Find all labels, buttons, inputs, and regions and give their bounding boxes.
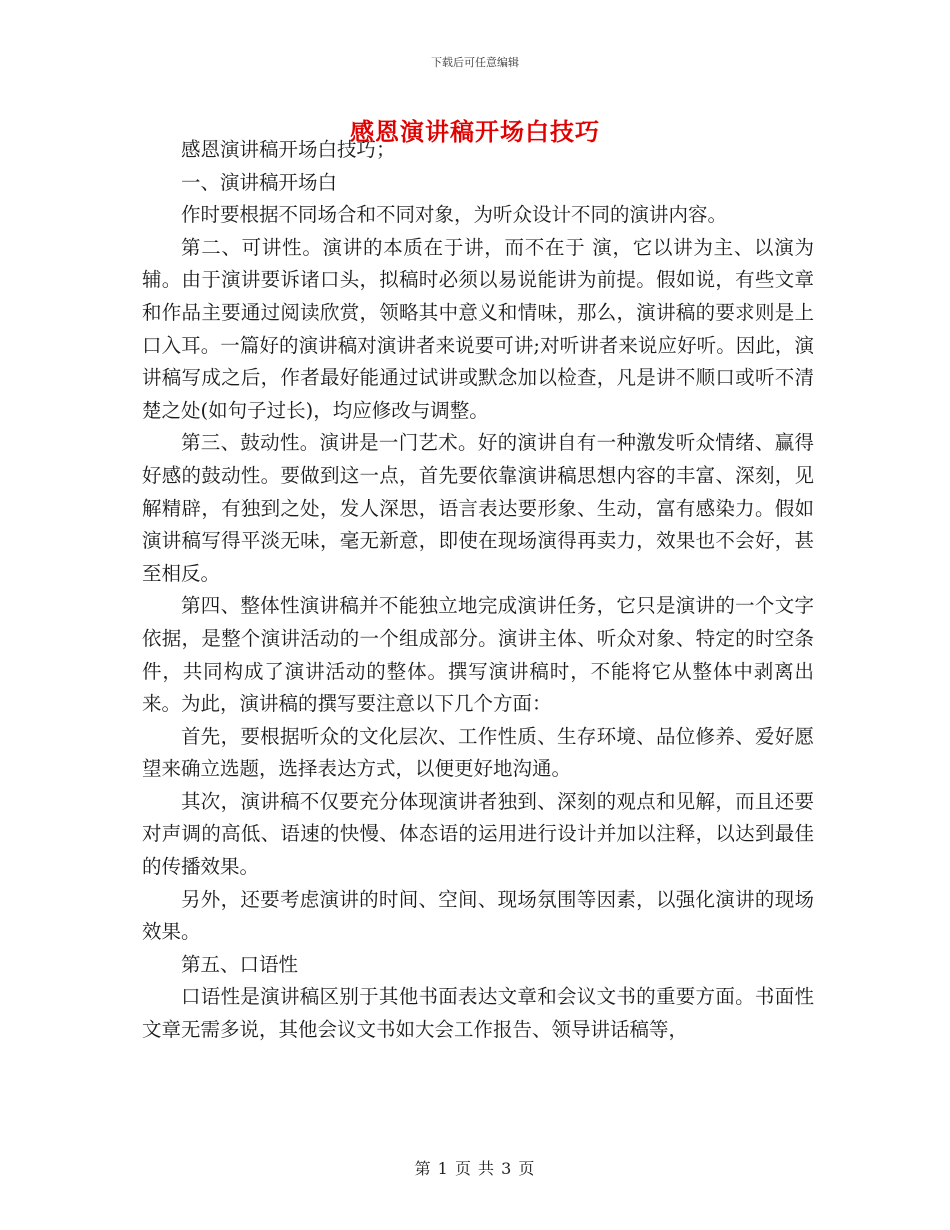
paragraph-first: 首先，要根据听众的文化层次、工作性质、生存环境、品位修养、爱好愿望来确立选题，选择表达方式，以便更好地沟通。 [142,724,814,781]
page-number: 第 1 页 共 3 页 [414,1159,536,1178]
header-note: 下载后可任意编辑 [431,56,519,69]
document-title: 感恩演讲稿开场白技巧 [350,117,600,146]
paragraph-point-four: 第四、整体性演讲稿并不能独立地完成演讲任务，它只是演讲的一个文字依据，是整个演讲活动的一个组成部分。演讲主体、听众对象、特定的时空条件，共同构成了演讲活动的整体。撰写演讲稿时，不能将它从整体中剥离出来。为此，演讲稿的撰写要注意以下几个方面： [142,594,814,716]
paragraph-point-three: 第三、鼓动性。演讲是一门艺术。好的演讲自有一种激发听众情绪、赢得好感的鼓动性。要做到这一点，首先要依靠演讲稿思想内容的丰富、深刻，见解精辟，有独到之处，发人深思，语言表达要形象、生动，富有感染力。假如演讲稿写得平淡无味，毫无新意，即使在现场演得再卖力，效果也不会好，甚至相反。 [142,431,814,585]
paragraph-point-five-heading: 第五、口语性 [181,952,299,976]
paragraph-section-heading: 一、演讲稿开场白 [181,170,338,194]
paragraph-intro: 感恩演讲稿开场白技巧； [181,138,396,161]
paragraph-point-two: 第二、可讲性。演讲的本质在于讲，而不在于 演，它以讲为主、以演为辅。由于演讲要诉诸口头，拟稿时必须以易说能讲为前提。假如说，有些文章和作品主要通过阅读欣赏，领略其中意义和情味，那么，演讲稿的要求则是上口入耳。一篇好的演讲稿对演讲者来说要可讲;对听讲者来说应好听。因此，演讲稿写成之后，作者最好能通过试讲或默念加以检查，凡是讲不顺口或听不清楚之处(如句子过长)，均应修改与调整。 [142,235,814,422]
document-body [142,134,814,1047]
paragraph-point-five: 口语性是演讲稿区别于其他书面表达文章和会议文书的重要方面。书面性文章无需多说，其他会议文书如大会工作报告、领导讲话稿等， [142,985,814,1042]
paragraph-second: 其次，演讲稿不仅要充分体现演讲者独到、深刻的观点和见解，而且还要对声调的高低、语速的快慢、体态语的运用进行设计并加以注释，以达到最佳的传播效果。 [142,789,814,879]
paragraph: 作时要根据不同场合和不同对象，为听众设计不同的演讲内容。 [181,203,728,227]
paragraph-additionally: 另外，还要考虑演讲的时间、空间、现场氛围等因素，以强化演讲的现场效果。 [142,887,814,944]
